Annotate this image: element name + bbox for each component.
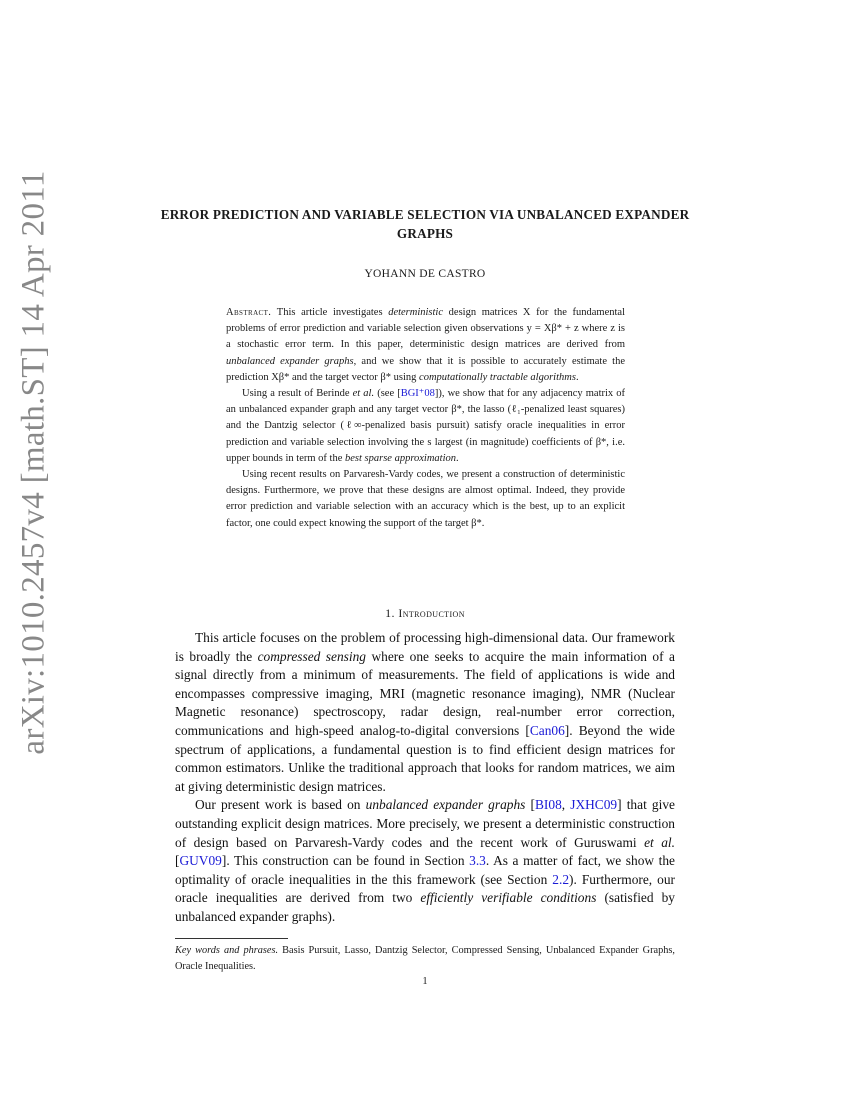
citation-link-bgi08[interactable]: BGI⁺08 (400, 388, 435, 400)
citation-link-guv09[interactable]: GUV09 (179, 853, 222, 869)
page-number: 1 (422, 976, 428, 987)
citation-link-bi08[interactable]: BI08 (534, 797, 562, 813)
paper-title: ERROR PREDICTION AND VARIABLE SELECTION VIA UNBALANCED EXPANDER GRAPHS (160, 207, 690, 241)
arxiv-identifier-stamp (14, 169, 54, 755)
abstract-label: Abstract. (226, 307, 272, 318)
author-name: YOHANN DE CASTRO (364, 268, 486, 280)
arxiv-stamp-text: arXiv:1010.2457v4 [math.ST] 14 Apr 2011 (15, 169, 52, 755)
citation-link-jxhc09[interactable]: JXHC09 (570, 797, 618, 813)
intro-paragraph-2: Our present work is based on unbalanced expander graphs [BI08, JXHC09] that give outstanding explicit design matrices. More precisely, we present a deterministic construction of design based on Parvaresh-Vardy codes and the recent work of Guruswami et al. [GUV09]. This construction can be found in Section 3.3. As a matter of fact, we show the optimality of oracle inequalities in the this framework (see Section 2.2). Furthermore, our oracle inequalities are derived from two efficiently verifiable conditions (satisfied by unbalanced expander graphs). (175, 797, 675, 924)
abstract-paragraph-1: Abstract. This article investigates deterministic design matrices X for the fundamental problems of error prediction and variable selection given observations y = Xβ* + z where z is a stochastic error term. In this paper, deterministic design matrices are derived from unbalanced expander graphs, and we show that it is possible to accurately estimate the prediction Xβ* and the target vector β* using computationally tractable algorithms. (226, 307, 625, 383)
section-heading (175, 606, 675, 621)
keywords-footnote (175, 943, 675, 975)
citation-link-can06[interactable]: Can06 (529, 722, 565, 738)
abstract-paragraph-3: Using recent results on Parvaresh-Vardy codes, we present a construction of deterministic designs. Furthermore, we prove that these designs are almost optimal. Indeed, they provide error prediction and variable selection with an accuracy which is the best, up to an explicit factor, one could expect knowing the support of the target β*. (226, 469, 625, 529)
abstract-paragraph-2: Using a result of Berinde et al. (see [BGI⁺08]), we show that for any adjacency matrix of an unbalanced expander graph and any target vector β*, the lasso (ℓ₁-penalized least squares) and the Dantzig selector (ℓ∞-penalized basis pursuit) satisfy oracle inequalities in error prediction and variable selection involving the s largest (in magnitude) coefficients of β*, i.e. upper bounds in term of the best sparse approximation. (226, 388, 626, 464)
section-link-2-2[interactable]: 2.2 (552, 871, 570, 887)
abstract (226, 305, 625, 532)
keywords-text: Basis Pursuit, Lasso, Dantzig Selector, Compressed Sensing, Unbalanced Expander Graphs, Oracle Inequalities. (175, 945, 675, 972)
section-number: 1. (385, 606, 395, 620)
keywords-label: Key words and phrases. (175, 945, 279, 956)
introduction-body (175, 629, 675, 927)
section-title: Introduction (398, 606, 465, 620)
intro-paragraph-1: This article focuses on the problem of processing high-dimensional data. Our framework is broadly the compressed sensing where one seeks to acquire the main information of a signal directly from a minimum of measurements. The field of applications is wide and encompasses compressive imaging, MRI (magnetic resonance imaging), NMR (Nuclear Magnetic resonance) spectroscopy, radar design, real-number error correction, communications and high-speed analog-to-digital conversions [Can06]. Beyond the wide spectrum of applications, a fundamental question is to find efficient design matrices for common estimators. Unlike the traditional approach that looks for random matrices, we aim at giving deterministic design matrices. (175, 630, 675, 794)
footnote-divider (175, 938, 288, 939)
section-link-3-3[interactable]: 3.3 (469, 853, 486, 869)
